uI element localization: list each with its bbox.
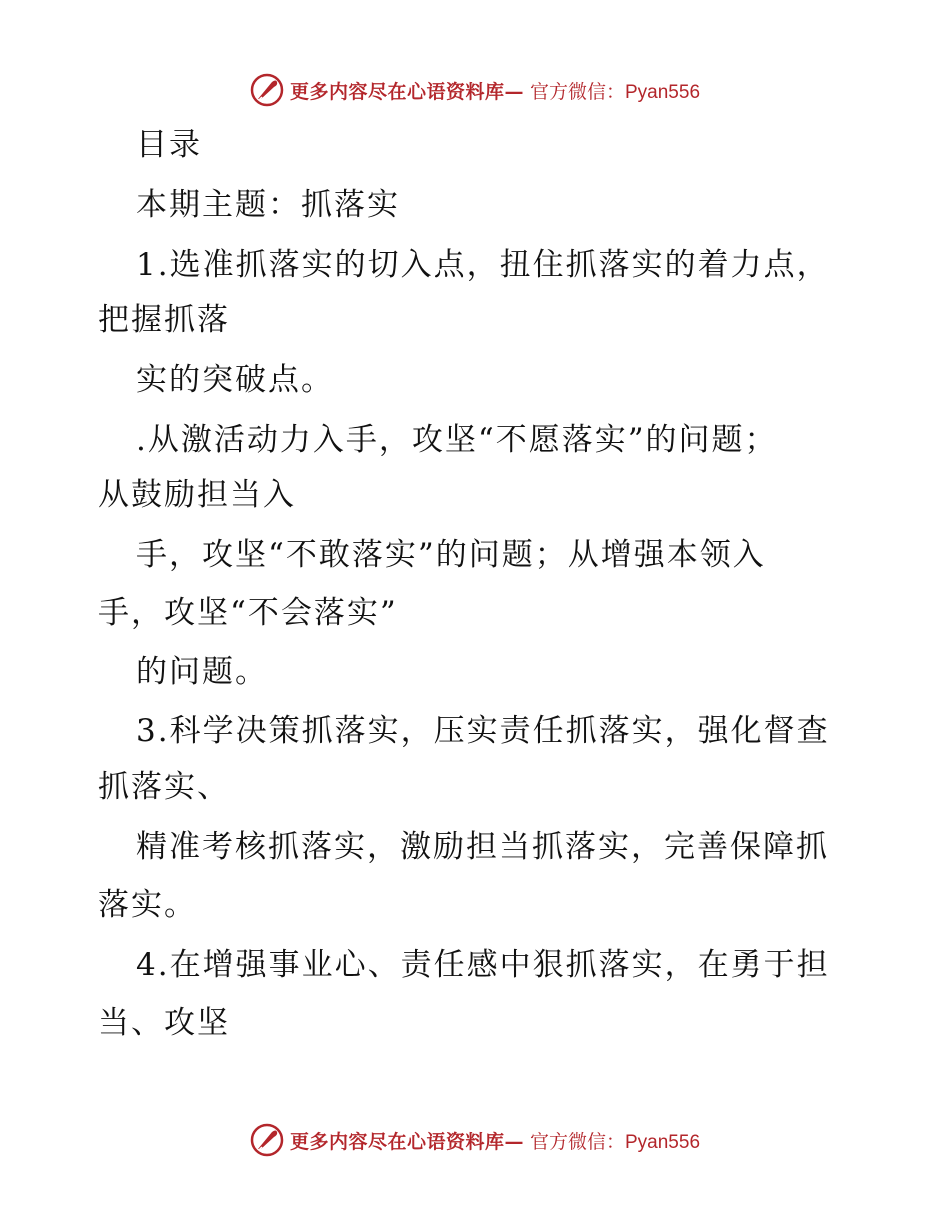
banner-wechat: 官方微信：Pyan556 — [530, 81, 701, 103]
paragraph-line: 1.选准抓落实的切入点，扭住抓落实的着力点， — [136, 247, 830, 283]
quill-pen-icon — [250, 1123, 284, 1157]
banner-wechat: 官方微信：Pyan556 — [530, 1131, 701, 1153]
paragraph-line: 抓落实、 — [98, 769, 230, 805]
footer-banner — [0, 1120, 950, 1160]
paragraph-line: 4.在增强事业心、责任感中狠抓落实，在勇于担 — [136, 947, 830, 983]
header-banner — [0, 70, 950, 110]
paragraph-line: 精准考核抓落实，激励担当抓落实，完善保障抓 — [136, 829, 829, 865]
banner-text: 更多内容尽在心语资料库— — [289, 80, 524, 103]
paragraph-line: 手，攻坚“不会落实” — [98, 595, 398, 631]
banner-content — [250, 73, 700, 107]
paragraph-line: .从激活动力入手，攻坚“不愿落实”的问题； — [136, 422, 778, 458]
toc-heading: 目录 — [136, 127, 202, 163]
paragraph-line: 当、攻坚 — [98, 1005, 230, 1041]
paragraph-line: 3.科学决策抓落实，压实责任抓落实，强化督查 — [136, 713, 830, 749]
banner-text: 更多内容尽在心语资料库— — [289, 1130, 524, 1153]
paragraph-line: 的问题。 — [136, 654, 268, 690]
banner-content — [250, 1123, 700, 1157]
paragraph-line: 从鼓励担当入 — [98, 477, 296, 513]
paragraph-line: 手，攻坚“不敢落实”的问题；从增强本领入 — [136, 537, 766, 573]
quill-pen-icon — [250, 73, 284, 107]
issue-topic: 本期主题：抓落实 — [136, 187, 400, 223]
paragraph-line: 落实。 — [98, 887, 197, 923]
paragraph-line: 实的突破点。 — [136, 362, 334, 398]
paragraph-line: 把握抓落 — [98, 302, 230, 338]
